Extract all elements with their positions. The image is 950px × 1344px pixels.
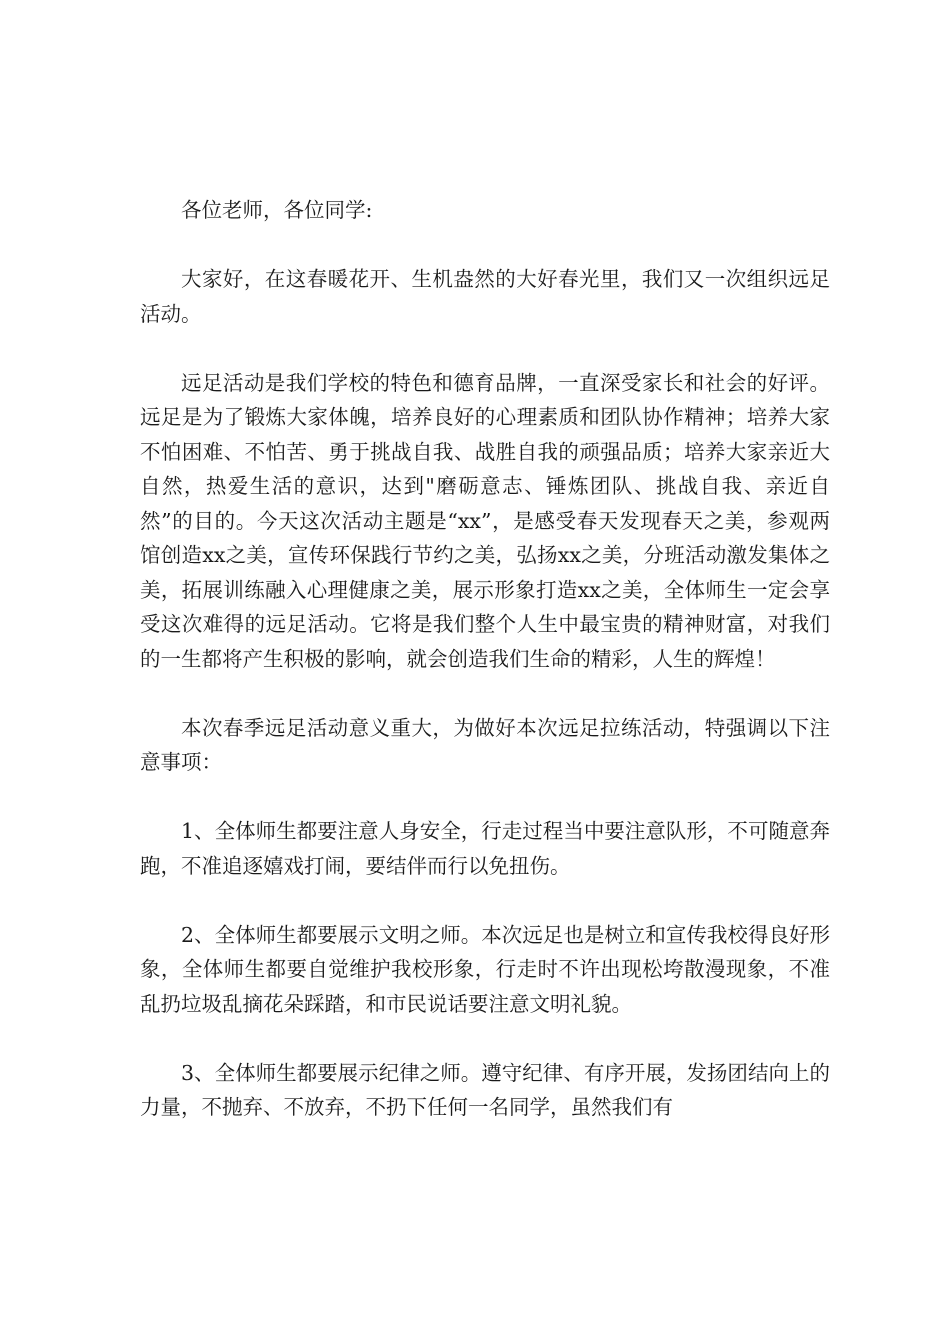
notice-intro-paragraph: 本次春季远足活动意义重大，为做好本次远足拉练活动，特强调以下注意事项： — [140, 715, 830, 774]
salutation: 各位老师，各位同学: — [181, 198, 373, 222]
activity-significance-paragraph: 远足活动是我们学校的特色和德育品牌，一直深受家长和社会的好评。远足是为了锻炼大家体魄，培养良好的心理素质和团队协作精神；培养大家不怕困难、不怕苦、勇于挑战自我、战胜自我的顽强品质；培养大家亲近大自然，热爱生活的意识，达到"磨砺意志、锤炼团队、挑战自我、亲近自然”的目的。今天这次活动主题是“xx”，是感受春天发现春天之美，参观两馆创造xx之美，宣传环保践行节约之美，弘扬xx之美，分班活动激发集体之美，拓展训练融入心理健康之美，展示形象打造xx之美，全体师生一定会享受这次难得的远足活动。它将是我们整个人生中最宝贵的精神财富，对我们的一生都将产生积极的影响，就会创造我们生命的精彩，人生的辉煌！ — [140, 370, 830, 671]
greeting-paragraph: 大家好，在这春暖花开、生机盎然的大好春光里，我们又一次组织远足活动。 — [140, 267, 830, 326]
notice-item-2: 2、全体师生都要展示文明之师。本次远足也是树立和宣传我校得良好形象，全体师生都要自觉维护我校形象，行走时不许出现松垮散漫现象，不准乱扔垃圾乱摘花朵踩踏，和市民说话要注意文明礼貌。 — [140, 922, 830, 1016]
document-body — [140, 193, 830, 1159]
notice-item-1: 1、全体师生都要注意人身安全，行走过程当中要注意队形，不可随意奔跑，不准追逐嬉戏打闹，要结伴而行以免扭伤。 — [140, 819, 830, 878]
notice-item-3: 3、全体师生都要展示纪律之师。遵守纪律、有序开展，发扬团结向上的力量，不抛弃、不放弃，不扔下任何一名同学，虽然我们有 — [140, 1060, 830, 1119]
